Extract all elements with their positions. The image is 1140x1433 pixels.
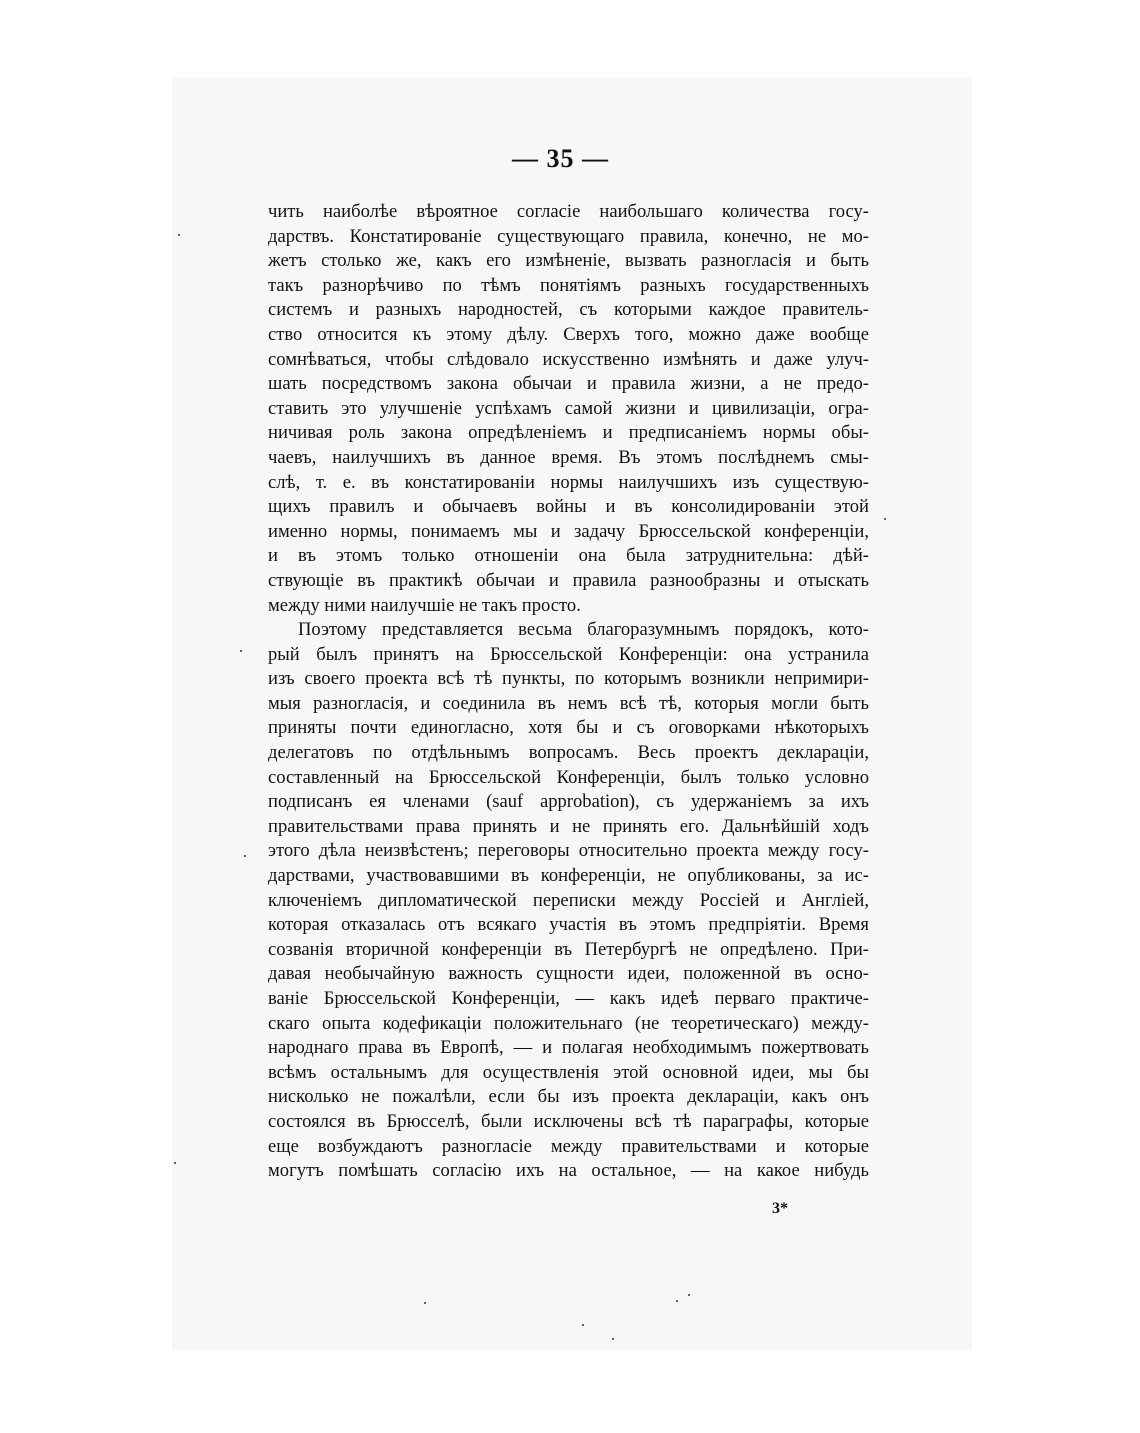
text-line: ставить это улучшеніе успѣхамъ самой жизни и цивилизаціи, огра- <box>268 397 869 419</box>
scan-speck <box>174 1162 176 1164</box>
paragraph-1 <box>268 200 869 618</box>
text-line: нисколько не пожалѣли, если бы изъ проекта деклараціи, какъ онъ <box>268 1086 869 1108</box>
paragraph-2 <box>268 618 869 1184</box>
text-line: ствующіе въ практикѣ обычаи и правила разнообразны и отыскать <box>268 569 869 591</box>
text-line: жетъ столько же, какъ его измѣненіе, вызвать разногласія и быть <box>268 250 869 272</box>
text-line: созванія вторичной конференціи въ Петербургѣ не опредѣлено. При- <box>268 938 869 960</box>
text-line: ничивая роль закона опредѣленіемъ и предписаніемъ нормы обы- <box>268 422 869 444</box>
text-line: ключеніемъ дипломатической переписки между Россіей и Англіей, <box>268 889 869 911</box>
text-line: подписанъ ея членами (sauf approbation), съ удержаніемъ за ихъ <box>268 791 869 813</box>
text-line: дарствъ. Констатированіе существующаго правила, конечно, не мо- <box>268 225 869 247</box>
scan-speck <box>612 1338 614 1340</box>
text-line: которая отказалась отъ всякаго участія въ этомъ предпріятіи. Время <box>268 914 869 936</box>
text-line: этого дѣла неизвѣстенъ; переговоры относительно проекта между госу- <box>268 840 869 862</box>
text-line: такъ разнорѣчиво по тѣмъ понятіямъ разныхъ государственныхъ <box>268 274 869 296</box>
text-line: еще возбуждаютъ разногласіе между правительствами и которые <box>268 1135 869 1157</box>
text-line: системъ и разныхъ народностей, съ которыми каждое правитель- <box>268 299 869 321</box>
body-text <box>268 200 869 1184</box>
scan-speck <box>240 650 242 652</box>
text-line: приняты почти единогласно, хотя бы и съ оговорками нѣкоторыхъ <box>268 717 869 739</box>
text-line: правительствами права принять и не принять его. Дальнѣйшій ходъ <box>268 815 869 837</box>
text-line: составленный на Брюссельской Конференціи, былъ только условно <box>268 766 869 788</box>
text-line: именно нормы, понимаемъ мы и задачу Брюссельской конференціи, <box>268 520 869 542</box>
text-line: между ними наилучшіе не такъ просто. <box>268 594 581 616</box>
page-number: — 35 — <box>512 144 609 173</box>
scan-speck <box>178 234 180 236</box>
text-line: и въ этомъ только отношеніи она была затруднительна: дѣй- <box>268 545 869 567</box>
scan-speck <box>244 855 246 857</box>
text-line: сомнѣваться, чтобы слѣдовало искусственно измѣнять и даже улуч- <box>268 348 869 370</box>
scan-speck <box>884 518 886 520</box>
text-line: щихъ правилъ и обычаевъ войны и въ консолидированіи этой <box>268 496 869 518</box>
text-line: мыя разногласія, и соединила въ немъ всѣ тѣ, которыя могли быть <box>268 692 869 714</box>
text-line: чаевъ, наилучшихъ въ данное время. Въ этомъ послѣднемъ смы- <box>268 446 869 468</box>
scan-speck <box>676 1300 678 1302</box>
text-line: всѣмъ остальнымъ для осуществленія этой основной идеи, мы бы <box>268 1061 869 1083</box>
text-line: ство относится къ этому дѣлу. Сверхъ того, можно даже вообще <box>268 323 869 345</box>
scan-speck <box>582 1324 584 1326</box>
text-line: состоялся въ Брюсселѣ, были исключены всѣ тѣ параграфы, которые <box>268 1110 869 1132</box>
text-line: изъ своего проекта всѣ тѣ пункты, по которымъ возникли непримири- <box>268 668 869 690</box>
text-line: делегатовъ по отдѣльнымъ вопросамъ. Весь проектъ деклараціи, <box>268 742 869 764</box>
text-line: чить наиболѣе вѣроятное согласіе наибольшаго количества госу- <box>268 201 869 222</box>
text-line: Поэтому представляется весьма благоразумнымъ порядокъ, кото- <box>298 619 869 641</box>
text-line: давая необычайную важность сущности идеи, положенной въ осно- <box>268 963 869 985</box>
text-line: скаго опыта кодефикаціи положительнаго (не теоретическаго) между- <box>268 1012 869 1034</box>
signature-mark: 3* <box>772 1200 788 1217</box>
text-line: слѣ, т. е. въ констатированіи нормы наилучшихъ изъ существую- <box>268 471 869 493</box>
scan-speck <box>688 1294 690 1296</box>
text-line: шать посредствомъ закона обычаи и правила жизни, а не предо- <box>268 373 869 395</box>
text-line: ваніе Брюссельской Конференціи, — какъ идеѣ перваго практиче- <box>268 988 869 1009</box>
text-line: могутъ помѣшать согласію ихъ на остальное, — на какое нибудь <box>268 1160 869 1182</box>
text-line: народнаго права въ Европѣ, — и полагая необходимымъ пожертвовать <box>268 1037 869 1059</box>
text-line: рый былъ принятъ на Брюссельской Конференціи: она устранила <box>268 643 869 665</box>
scan-speck <box>424 1302 426 1304</box>
text-line: дарствами, участвовавшими въ конференціи, не опубликованы, за ис- <box>268 865 869 887</box>
